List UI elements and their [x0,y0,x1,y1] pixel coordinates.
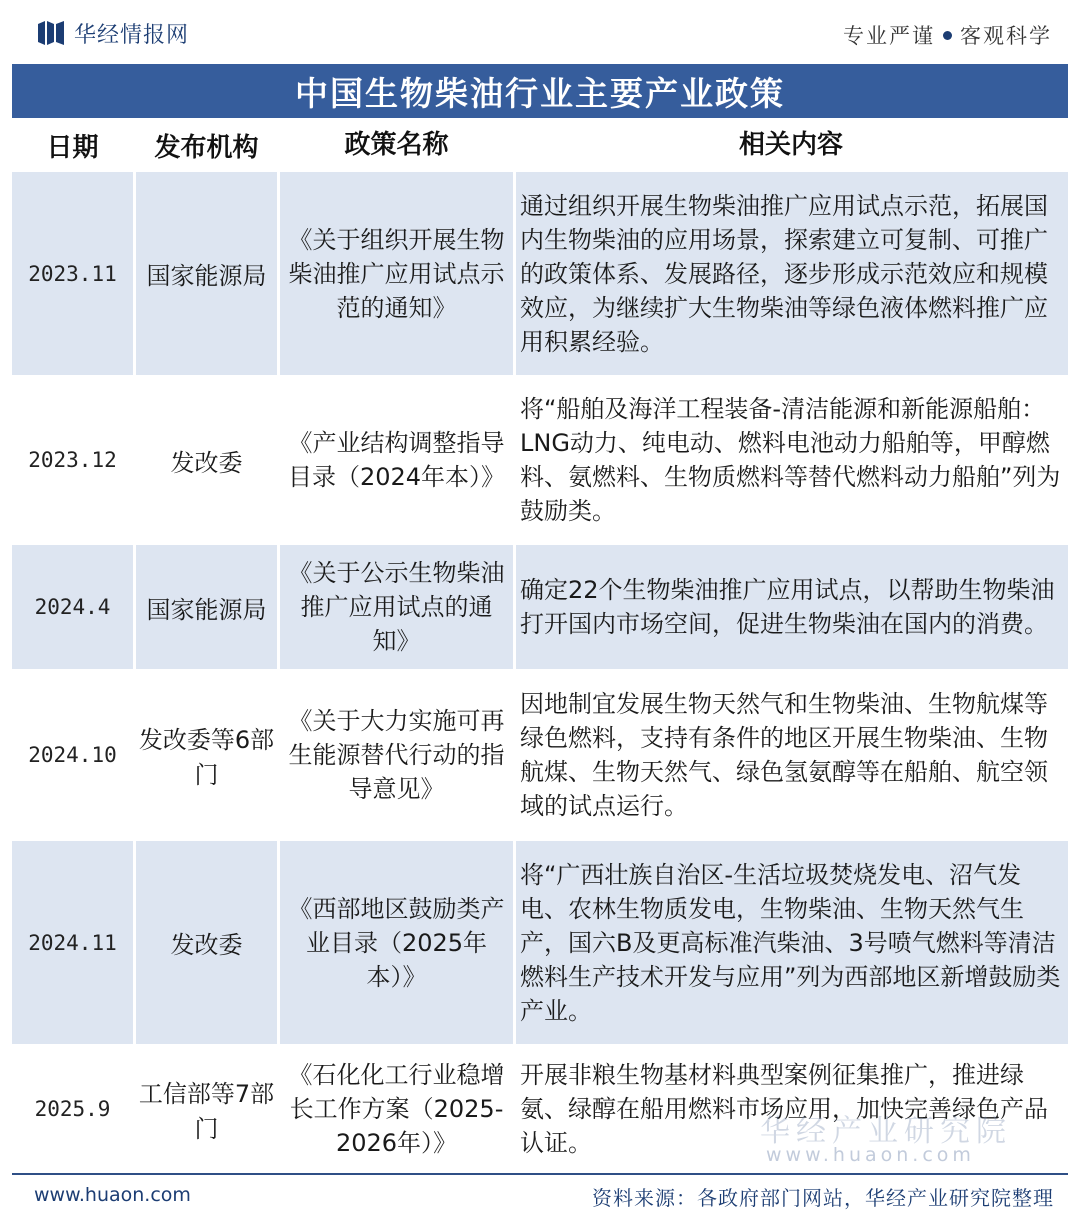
row-policy-name: 《关于大力实施可再生能源替代行动的指导意见》 [280,672,513,838]
table-row [12,545,1068,669]
slogan-left: 专业严谨 [843,24,935,48]
top-bar [0,0,1080,60]
footer-website: www.huaon.com [34,1184,191,1206]
table-row [12,841,1068,1044]
header-org: 发布机构 [154,132,259,163]
brand-name: 华经情报网 [74,23,190,48]
row-content: 将“船舶及海洋工程装备-清洁能源和新能源船舶：LNG动力、纯电动、燃料电池动力船舶等，甲醇燃料、氨燃料、生物质燃料等替代燃料动力船舶”列为鼓励类。 [516,378,1068,542]
row-policy-name: 《关于公示生物柴油推广应用试点的通知》 [280,545,513,669]
row-policy-name: 《关于组织开展生物柴油推广应用试点示范的通知》 [280,172,513,375]
row-org: 发改委 [136,378,277,542]
dot-separator-icon [943,31,952,40]
watermark-text: 华经产业研究院 [760,1114,1012,1149]
row-org: 国家能源局 [136,545,277,669]
row-content: 通过组织开展生物柴油推广应用试点示范，拓展国内生物柴油的应用场景，探索建立可复制、可推广的政策体系、发展路径，逐步形成示范效应和规模效应，为继续扩大生物柴油等绿色液体燃料推广应用积累经验。 [516,172,1068,375]
row-policy-name: 《石化化工行业稳增长工作方案（2025-2026年）》 [280,1047,513,1171]
row-org: 发改委等6部门 [136,672,277,838]
table-row [12,672,1068,838]
row-content: 因地制宜发展生物天然气和生物柴油、生物航煤等绿色燃料，支持有条件的地区开展生物柴油、生物航煤、生物天然气、绿色氢氨醇等在船舶、航空领域的试点运行。 [516,672,1068,838]
table-header-row [12,118,1068,172]
header-policy-name: 政策名称 [344,130,449,160]
table-row [12,172,1068,375]
slogan [843,20,1052,50]
row-policy-name: 《产业结构调整指导目录（2024年本）》 [280,378,513,542]
row-date: 2024.11 [12,841,133,1044]
row-date: 2025.9 [12,1047,133,1171]
row-org: 国家能源局 [136,172,277,375]
table-row [12,378,1068,542]
brand-logo-icon [36,18,66,48]
header-content: 相关内容 [738,130,843,160]
table-title-bar [12,64,1068,118]
header-date: 日期 [46,132,99,163]
row-policy-name: 《西部地区鼓励类产业目录（2025年本）》 [280,841,513,1044]
row-date: 2023.11 [12,172,133,375]
footer-divider [12,1173,1068,1175]
row-org: 发改委 [136,841,277,1044]
row-content: 将“广西壮族自治区-生活垃圾焚烧发电、沼气发电、农林生物质发电，生物柴油、生物天然气生产，国六B及更高标准汽柴油、3号喷气燃料等清洁燃料生产技术开发与应用”列为西部地区新增鼓励类产业。 [516,841,1068,1044]
row-date: 2024.4 [12,545,133,669]
footer-source: 资料来源：各政府部门网站，华经产业研究院整理 [592,1186,1054,1210]
row-org: 工信部等7部门 [136,1047,277,1171]
row-date: 2023.12 [12,378,133,542]
row-content: 开展非粮生物基材料典型案例征集推广，推进绿氨、绿醇在船用燃料市场应用，加快完善绿色产品认证。 [516,1047,1068,1171]
table-title: 中国生物柴油行业主要产业政策 [295,73,785,113]
row-content: 确定22个生物柴油推广应用试点，以帮助生物柴油打开国内市场空间，促进生物柴油在国内的消费。 [516,545,1068,669]
row-date: 2024.10 [12,672,133,838]
slogan-right: 客观科学 [960,24,1052,48]
watermark-url: www.huaon.com [766,1144,975,1166]
